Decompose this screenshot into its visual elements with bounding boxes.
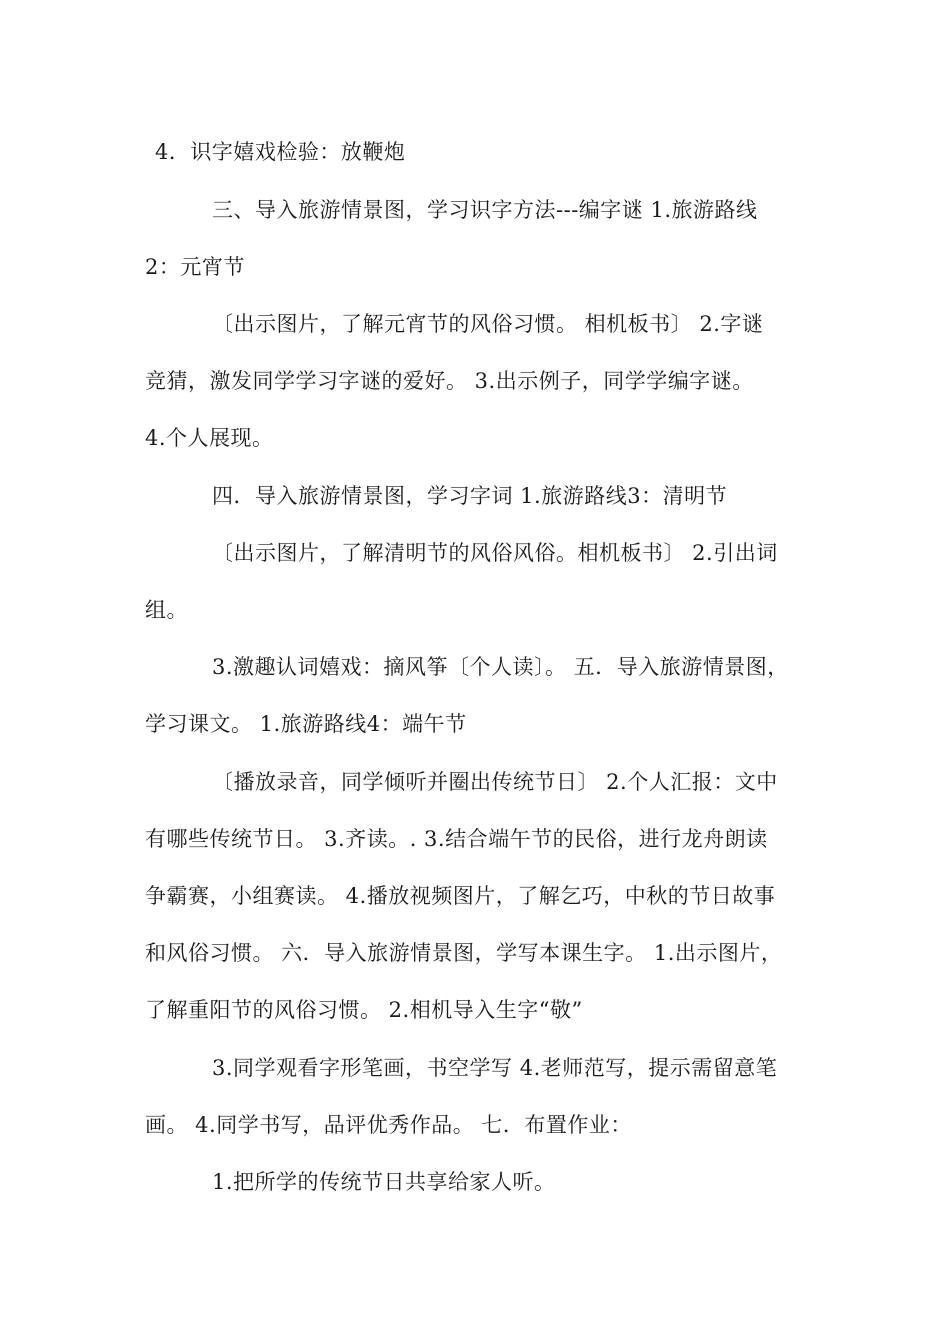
text-line-2: 三、导入旅游情景图，学习识字方法---编字谜 1.旅游路线	[212, 198, 758, 222]
text-line-14: 争霸赛，小组赛读。 4.播放视频图片，了解乞巧，中秋的节日故事	[145, 884, 776, 908]
text-line-15: 和风俗习惯。 六．导入旅游情景图，学写本课生字。 1.出示图片，	[145, 941, 783, 965]
text-line-16: 了解重阳节的风俗习惯。 2.相机导入生字“敬”	[145, 998, 583, 1022]
text-line-13: 有哪些传统节日。 3.齐读。. 3.结合端午节的民俗，进行龙舟朗读	[145, 827, 768, 851]
text-line-3: 2：元宵节	[145, 255, 245, 279]
text-line-12: 〔播放录音，同学倾听并圈出传统节日〕 2.个人汇报：文中	[212, 770, 778, 794]
text-line-19: 1.把所学的传统节日共享给家人听。	[212, 1170, 556, 1194]
text-line-17: 3.同学观看字形笔画，书空学写 4.老师范写，提示需留意笔	[212, 1056, 778, 1080]
text-line-8: 〔出示图片，了解清明节的风俗风俗。相机板书〕 2.引出词	[212, 541, 778, 565]
text-line-10: 3.激趣认词嬉戏：摘风筝〔个人读〕。 五．导入旅游情景图，	[212, 655, 789, 679]
text-line-7: 四．导入旅游情景图，学习字词 1.旅游路线3：清明节	[212, 484, 728, 508]
text-line-4: 〔出示图片，了解元宵节的风俗习惯。 相机板书〕 2.字谜	[212, 312, 764, 336]
text-line-6: 4.个人展现。	[145, 426, 274, 450]
text-line-5: 竞猜，激发同学学习字谜的爱好。 3.出示例子，同学学编字谜。	[145, 369, 754, 393]
text-line-18: 画。 4.同学书写，品评优秀作品。 七．布置作业：	[145, 1113, 632, 1137]
text-line-11: 学习课文。 1.旅游路线4：端午节	[145, 712, 467, 736]
text-line-1: 4．识字嬉戏检验：放鞭炮	[155, 140, 406, 164]
text-line-9: 组。	[145, 598, 188, 622]
